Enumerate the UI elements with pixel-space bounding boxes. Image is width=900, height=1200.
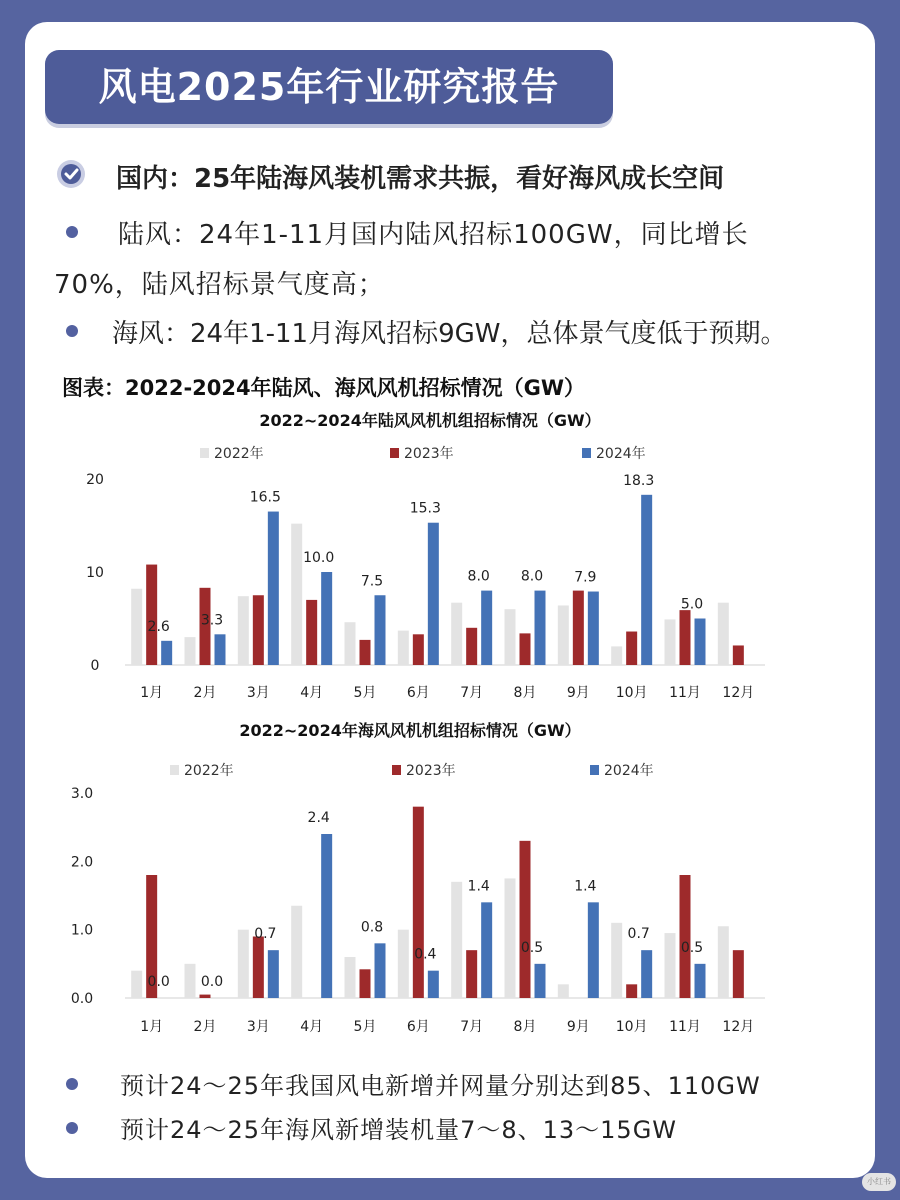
bar-2024年 xyxy=(481,902,492,998)
check-badge-icon xyxy=(56,159,86,189)
x-tick-label: 3月 xyxy=(246,1019,270,1035)
bar-2023年 xyxy=(306,600,317,665)
bar-2024年 xyxy=(215,634,226,665)
y-tick-label: 0 xyxy=(90,658,100,674)
bullet-dot-icon xyxy=(66,1078,78,1090)
page-title: 风电2025年行业研究报告 xyxy=(45,50,613,124)
data-label: 0.5 xyxy=(680,939,704,956)
bar-2022年 xyxy=(185,964,196,998)
forecast-offshore-install: 预计24～25年海风新增装机量7～8、13～15GW xyxy=(120,1116,678,1144)
bar-2022年 xyxy=(131,589,142,665)
x-tick-label: 3月 xyxy=(246,685,270,701)
chart-title: 2022~2024年海风风机机组招标情况（GW） xyxy=(239,721,581,740)
bar-2023年 xyxy=(520,841,531,998)
bar-2023年 xyxy=(733,950,744,998)
data-label: 0.8 xyxy=(360,919,384,936)
x-tick-label: 7月 xyxy=(460,685,484,701)
legend-swatch xyxy=(590,765,599,775)
legend-swatch xyxy=(392,765,401,775)
data-label: 7.9 xyxy=(574,569,597,586)
legend-label: 2023年 xyxy=(406,763,456,779)
bar-2024年 xyxy=(428,971,439,998)
data-label: 2.6 xyxy=(147,618,170,635)
legend-swatch xyxy=(390,448,399,458)
bar-2023年 xyxy=(466,950,477,998)
bullet-dot-icon xyxy=(66,226,78,238)
chart-title: 2022~2024年陆风风机机组招标情况（GW） xyxy=(259,411,601,430)
bar-2022年 xyxy=(398,631,409,665)
y-tick-label: 2.0 xyxy=(70,854,94,871)
bar-2023年 xyxy=(466,628,477,665)
bar-2023年 xyxy=(360,969,371,998)
figure-caption: 图表：2022-2024年陆风、海风风机招标情况（GW） xyxy=(62,376,586,400)
legend-label: 2024年 xyxy=(604,763,654,779)
bar-2022年 xyxy=(291,524,302,665)
bar-2023年 xyxy=(253,937,264,999)
bar-2023年 xyxy=(680,610,691,665)
data-label: 8.0 xyxy=(520,568,544,585)
x-tick-label: 6月 xyxy=(406,1019,430,1035)
watermark-logo: 小红书 xyxy=(862,1173,896,1191)
x-tick-label: 4月 xyxy=(300,685,324,701)
data-label: 7.5 xyxy=(360,573,384,590)
x-tick-label: 9月 xyxy=(566,1019,590,1035)
x-tick-label: 5月 xyxy=(353,1019,377,1035)
x-tick-label: 1月 xyxy=(140,685,164,701)
bar-2022年 xyxy=(345,622,356,665)
data-label: 8.0 xyxy=(467,568,490,585)
y-tick-label: 0.0 xyxy=(70,991,94,1007)
x-tick-label: 9月 xyxy=(566,685,590,701)
bar-2024年 xyxy=(588,592,599,665)
summary-offshore: 海风：24年1-11月海风招标9GW，总体景气度低于预期。 xyxy=(112,319,787,349)
bar-2022年 xyxy=(451,603,462,665)
bar-2024年 xyxy=(641,950,652,998)
data-label: 3.3 xyxy=(200,612,224,629)
bar-2024年 xyxy=(535,591,546,665)
bar-2023年 xyxy=(360,640,371,665)
bar-2023年 xyxy=(146,565,157,665)
bar-2022年 xyxy=(718,603,729,665)
forecast-grid-connection: 预计24～25年我国风电新增并网量分别达到85、110GW xyxy=(120,1072,761,1100)
x-tick-label: 2月 xyxy=(193,685,217,701)
legend-label: 2022年 xyxy=(184,763,234,779)
x-tick-label: 4月 xyxy=(300,1019,324,1035)
bar-2023年 xyxy=(413,807,424,998)
bar-2022年 xyxy=(505,609,516,665)
legend-swatch xyxy=(582,448,591,458)
data-label: 16.5 xyxy=(249,489,281,506)
data-label: 10.0 xyxy=(303,550,335,566)
bar-2022年 xyxy=(291,906,302,998)
y-tick-label: 1.0 xyxy=(70,922,94,939)
bar-2023年 xyxy=(573,591,584,665)
bar-2024年 xyxy=(161,641,172,665)
data-label: 0.7 xyxy=(254,926,277,943)
x-tick-label: 12月 xyxy=(722,685,755,701)
data-label: 1.4 xyxy=(467,878,490,895)
legend-swatch xyxy=(200,448,209,458)
bar-2023年 xyxy=(200,995,211,998)
bullet-dot-icon xyxy=(66,325,78,337)
data-label: 0.5 xyxy=(520,939,544,956)
legend-label: 2023年 xyxy=(404,446,454,462)
bar-2022年 xyxy=(611,923,622,998)
bar-2024年 xyxy=(268,512,279,665)
x-tick-label: 10月 xyxy=(615,1019,648,1035)
bar-2022年 xyxy=(611,646,622,665)
bar-2023年 xyxy=(626,984,637,998)
bar-2024年 xyxy=(695,619,706,666)
legend-swatch xyxy=(170,765,179,775)
bar-2024年 xyxy=(375,595,386,665)
x-tick-label: 11月 xyxy=(669,685,701,701)
bar-2022年 xyxy=(665,933,676,998)
bar-2022年 xyxy=(238,930,249,998)
bar-2023年 xyxy=(253,595,264,665)
summary-onshore-line2: 70%，陆风招标景气度高； xyxy=(54,270,385,300)
y-tick-label: 3.0 xyxy=(70,786,94,802)
y-tick-label: 10 xyxy=(86,565,104,581)
data-label: 1.4 xyxy=(574,878,597,895)
onshore-bar-chart xyxy=(60,400,790,710)
x-tick-label: 1月 xyxy=(140,1019,164,1035)
x-tick-label: 7月 xyxy=(460,1019,484,1035)
bar-2024年 xyxy=(268,950,279,998)
x-tick-label: 12月 xyxy=(722,1019,755,1035)
bullet-dot-icon xyxy=(66,1122,78,1134)
bar-2022年 xyxy=(505,878,516,998)
summary-domestic: 国内：25年陆海风装机需求共振，看好海风成长空间 xyxy=(116,164,725,194)
y-tick-label: 20 xyxy=(86,472,104,488)
bar-2023年 xyxy=(520,633,531,665)
bar-2022年 xyxy=(558,984,569,998)
bar-2024年 xyxy=(695,964,706,998)
x-tick-label: 2月 xyxy=(193,1019,217,1035)
data-label: 15.3 xyxy=(409,500,441,517)
offshore-bar-chart xyxy=(60,712,790,1042)
bar-2022年 xyxy=(558,605,569,665)
bar-2024年 xyxy=(535,964,546,998)
bar-2024年 xyxy=(641,495,652,665)
bar-2024年 xyxy=(321,572,332,665)
legend-label: 2022年 xyxy=(214,446,264,462)
bar-2024年 xyxy=(321,834,332,998)
x-tick-label: 8月 xyxy=(513,1019,537,1035)
data-label: 0.7 xyxy=(627,926,650,943)
legend-label: 2024年 xyxy=(596,446,646,462)
bar-2022年 xyxy=(185,637,196,665)
bar-2022年 xyxy=(238,596,249,665)
bar-2023年 xyxy=(733,645,744,665)
bar-2022年 xyxy=(451,882,462,998)
data-label: 5.0 xyxy=(680,596,704,613)
data-label: 0.0 xyxy=(200,974,224,990)
x-tick-label: 10月 xyxy=(615,685,648,701)
bar-2023年 xyxy=(626,632,637,665)
bar-2024年 xyxy=(481,591,492,665)
data-label: 2.4 xyxy=(307,810,330,826)
data-label: 18.3 xyxy=(623,472,655,489)
data-label: 0.4 xyxy=(414,946,437,963)
bar-2024年 xyxy=(588,902,599,998)
summary-onshore-line1: 陆风：24年1-11月国内陆风招标100GW，同比增长 xyxy=(118,220,749,250)
bar-2022年 xyxy=(718,926,729,998)
bar-2023年 xyxy=(680,875,691,998)
x-tick-label: 8月 xyxy=(513,685,537,701)
x-tick-label: 11月 xyxy=(669,1019,701,1035)
bar-2022年 xyxy=(398,930,409,998)
bar-2023年 xyxy=(413,634,424,665)
bar-2024年 xyxy=(428,523,439,665)
x-tick-label: 6月 xyxy=(406,685,430,701)
bar-2022年 xyxy=(131,971,142,998)
data-label: 0.0 xyxy=(147,974,170,990)
bar-2022年 xyxy=(345,957,356,998)
bar-2022年 xyxy=(665,619,676,665)
bar-2024年 xyxy=(375,943,386,998)
x-tick-label: 5月 xyxy=(353,685,377,701)
